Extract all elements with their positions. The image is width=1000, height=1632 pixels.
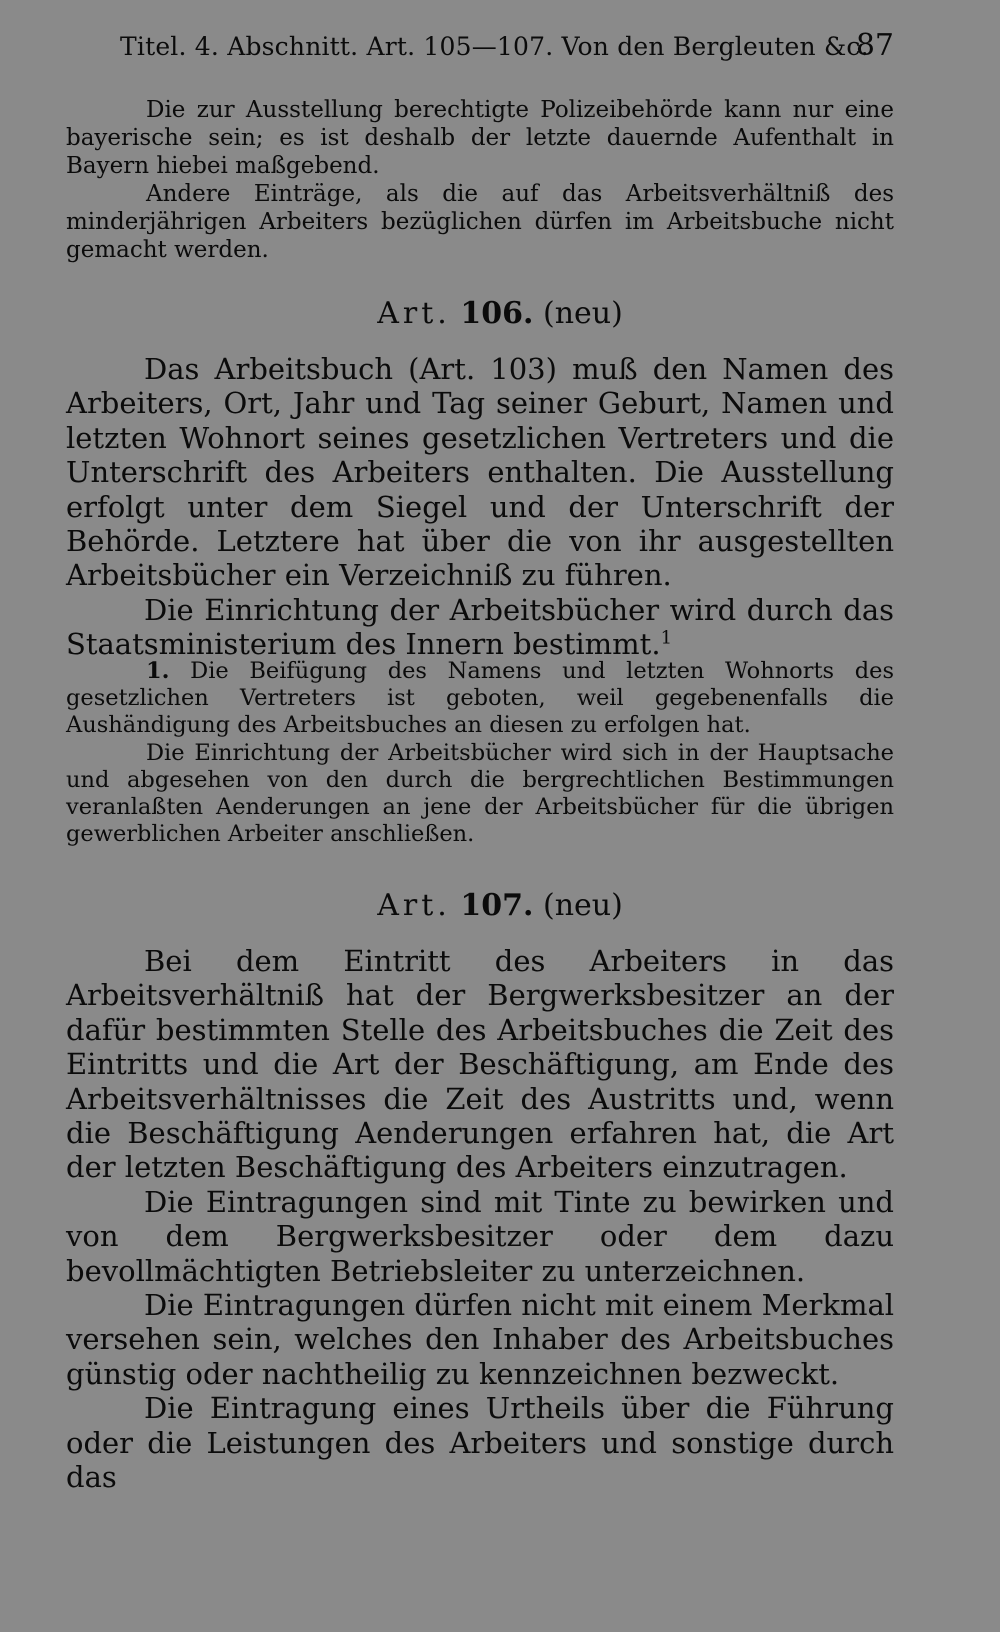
article-paragraph: Die Eintragungen dürfen nicht mit einem Merkmal versehen sein, welches den Inhaber des Arbeitsbuches günstig oder nachtheilig zu kennzeichnen bezweckt. [66,1288,895,1391]
article-106-footnotes [66,658,894,848]
article-107-text [66,944,894,1495]
running-title: Titel. 4. Abschnitt. Art. 105—107. Von den Bergleuten &c. [120,32,869,61]
footnote-number: 1. [146,658,170,684]
article-106-text [66,352,894,662]
page-header [120,28,894,68]
article-note: (neu) [542,296,623,331]
article-107-heading [0,888,1000,923]
footnote-paragraph: Die Einrichtung der Arbeitsbücher wird sich in der Hauptsache und abgesehen von den durch die bergrechtlichen Bestimmungen veranlaßten Aenderungen an jene der Arbeitsbücher für die übrigen gewerblichen Arbeiter anschließen. [66,739,894,848]
article-paragraph [66,593,894,662]
commentary-paragraph: Andere Einträge, als die auf das Arbeitsverhältniß des minderjährigen Arbeiters bezüglichen dürfen im Arbeitsbuche nicht gemacht werden. [66,181,894,263]
footnote-paragraph [66,658,894,740]
intro-commentary [66,96,894,264]
article-paragraph: Die Eintragungen sind mit Tinte zu bewirken und von dem Bergwerksbesitzer oder dem dazu bevollmächtigten Betriebsleiter zu unterzeichnen. [66,1184,894,1288]
article-label: Art. [377,296,451,331]
article-note: (neu) [542,888,623,923]
article-paragraph-text: Die Einrichtung der Arbeitsbücher wird durch das Staatsministerium des Innern bestimmt. [66,592,894,662]
article-paragraph: Die Eintragung eines Urtheils über die Führung oder die Leistungen des Arbeiters und sonstige durch das [66,1391,894,1495]
article-106-heading [0,296,1000,331]
page-number: 87 [855,28,894,63]
footnote-marker: 1 [660,627,673,649]
article-label: Art. [377,888,451,923]
article-paragraph: Bei dem Eintritt des Arbeiters in das Arbeitsverhältniß hat der Bergwerksbesitzer an der dafür bestimmten Stelle des Arbeitsbuches die Zeit des Eintritts und die Art der Beschäftigung, am Ende des Arbeitsverhältnisses die Zeit des Austritts und, wenn die Beschäftigung Aenderungen erfahren hat, die Art der letzten Beschäftigung des Arbeiters einzutragen. [66,944,894,1185]
footnote-text: Die Beifügung des Namens und letzten Wohnorts des gesetzlichen Vertreters ist geboten, weil gegebenenfalls die Aushändigung des Arbeitsbuches an diesen zu erfolgen hat. [66,658,895,739]
article-paragraph: Das Arbeitsbuch (Art. 103) muß den Namen des Arbeiters, Ort, Jahr und Tag seiner Geburt, Namen und letzten Wohnort seines gesetzlichen Vertreters und die Unterschrift des Arbeiters enthalten. Die Ausstellung erfolgt unter dem Siegel und der Unterschrift der Behörde. Letztere hat über die von ihr ausgestellten Arbeitsbücher ein Verzeichniß zu führen. [66,352,894,593]
article-number: 107. [460,888,534,923]
commentary-paragraph: Die zur Ausstellung berechtigte Polizeibehörde kann nur eine bayerische sein; es ist deshalb der letzte dauernde Aufenthalt in Bayern hiebei maßgebend. [66,97,894,179]
article-number: 106. [460,296,534,331]
